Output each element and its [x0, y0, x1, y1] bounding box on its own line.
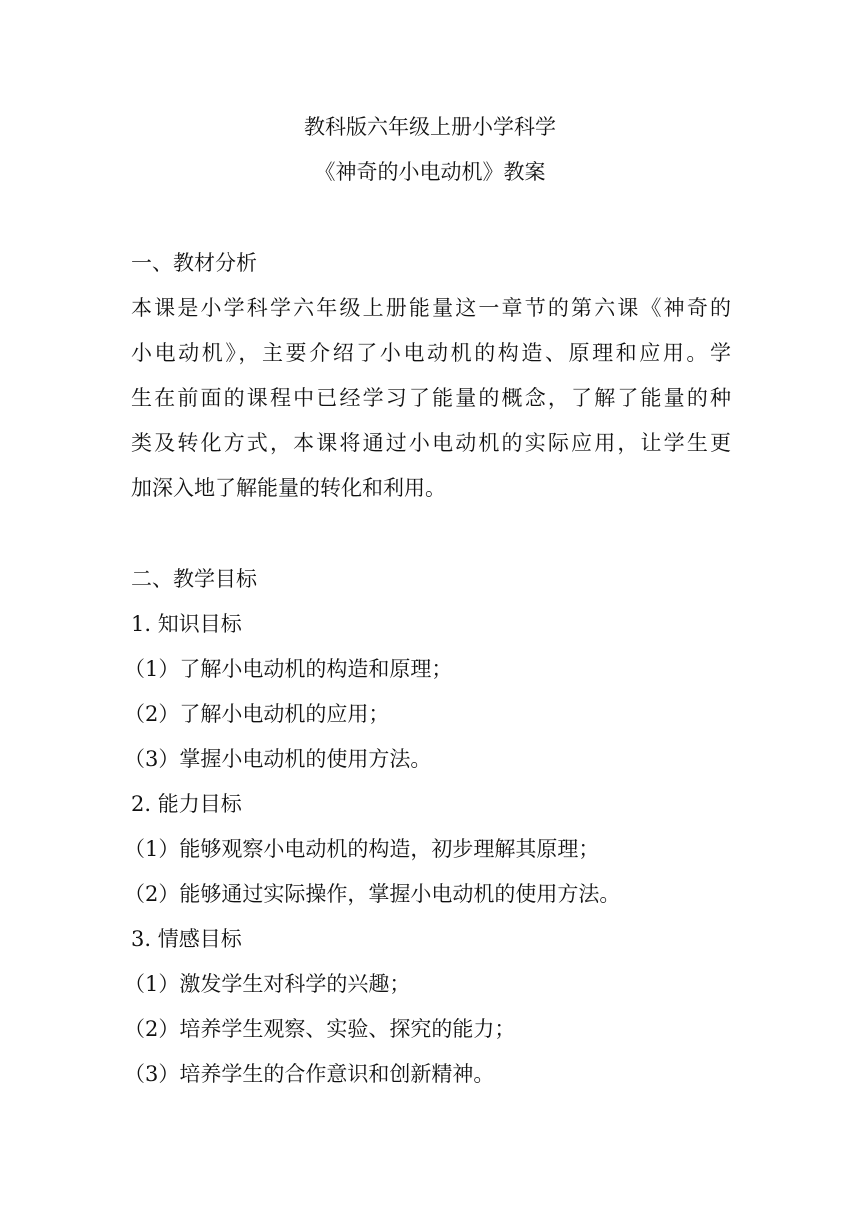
goal-item: （3）掌握小电动机的使用方法。: [124, 747, 432, 771]
section-heading-material-analysis: 一、教材分析: [131, 251, 257, 275]
goal-item: （3）培养学生的合作意识和创新精神。: [124, 1062, 495, 1086]
subheading-emotion-goals: 3. 情感目标: [131, 927, 242, 951]
subheading-knowledge-goals: 1. 知识目标: [131, 612, 242, 636]
goal-item: （1）激发学生对科学的兴趣；: [124, 972, 411, 996]
paragraph-line: 加深入地了解能量的转化和利用。: [131, 476, 446, 500]
paragraph-line: 小电动机》，主要介绍了小电动机的构造、原理和应用。学: [131, 341, 731, 365]
paragraph-line: 生在前面的课程中已经学习了能量的概念，了解了能量的种: [131, 386, 731, 410]
subheading-ability-goals: 2. 能力目标: [131, 792, 242, 816]
goal-item: （2）了解小电动机的应用；: [124, 702, 390, 726]
document-subtitle: 《神奇的小电动机》教案: [314, 160, 546, 184]
goal-item: （2）能够通过实际操作，掌握小电动机的使用方法。: [124, 882, 621, 906]
paragraph-line: 类及转化方式，本课将通过小电动机的实际应用，让学生更: [131, 431, 731, 455]
section-heading-teaching-goals: 二、教学目标: [131, 567, 257, 591]
goal-item: （1）了解小电动机的构造和原理；: [124, 657, 453, 681]
goal-item: （2）培养学生观察、实验、探究的能力；: [124, 1017, 516, 1041]
document-title: 教科版六年级上册小学科学: [304, 115, 556, 139]
paragraph-line: 本课是小学科学六年级上册能量这一章节的第六课《神奇的: [131, 296, 731, 320]
goal-item: （1）能够观察小电动机的构造，初步理解其原理；: [124, 837, 600, 861]
